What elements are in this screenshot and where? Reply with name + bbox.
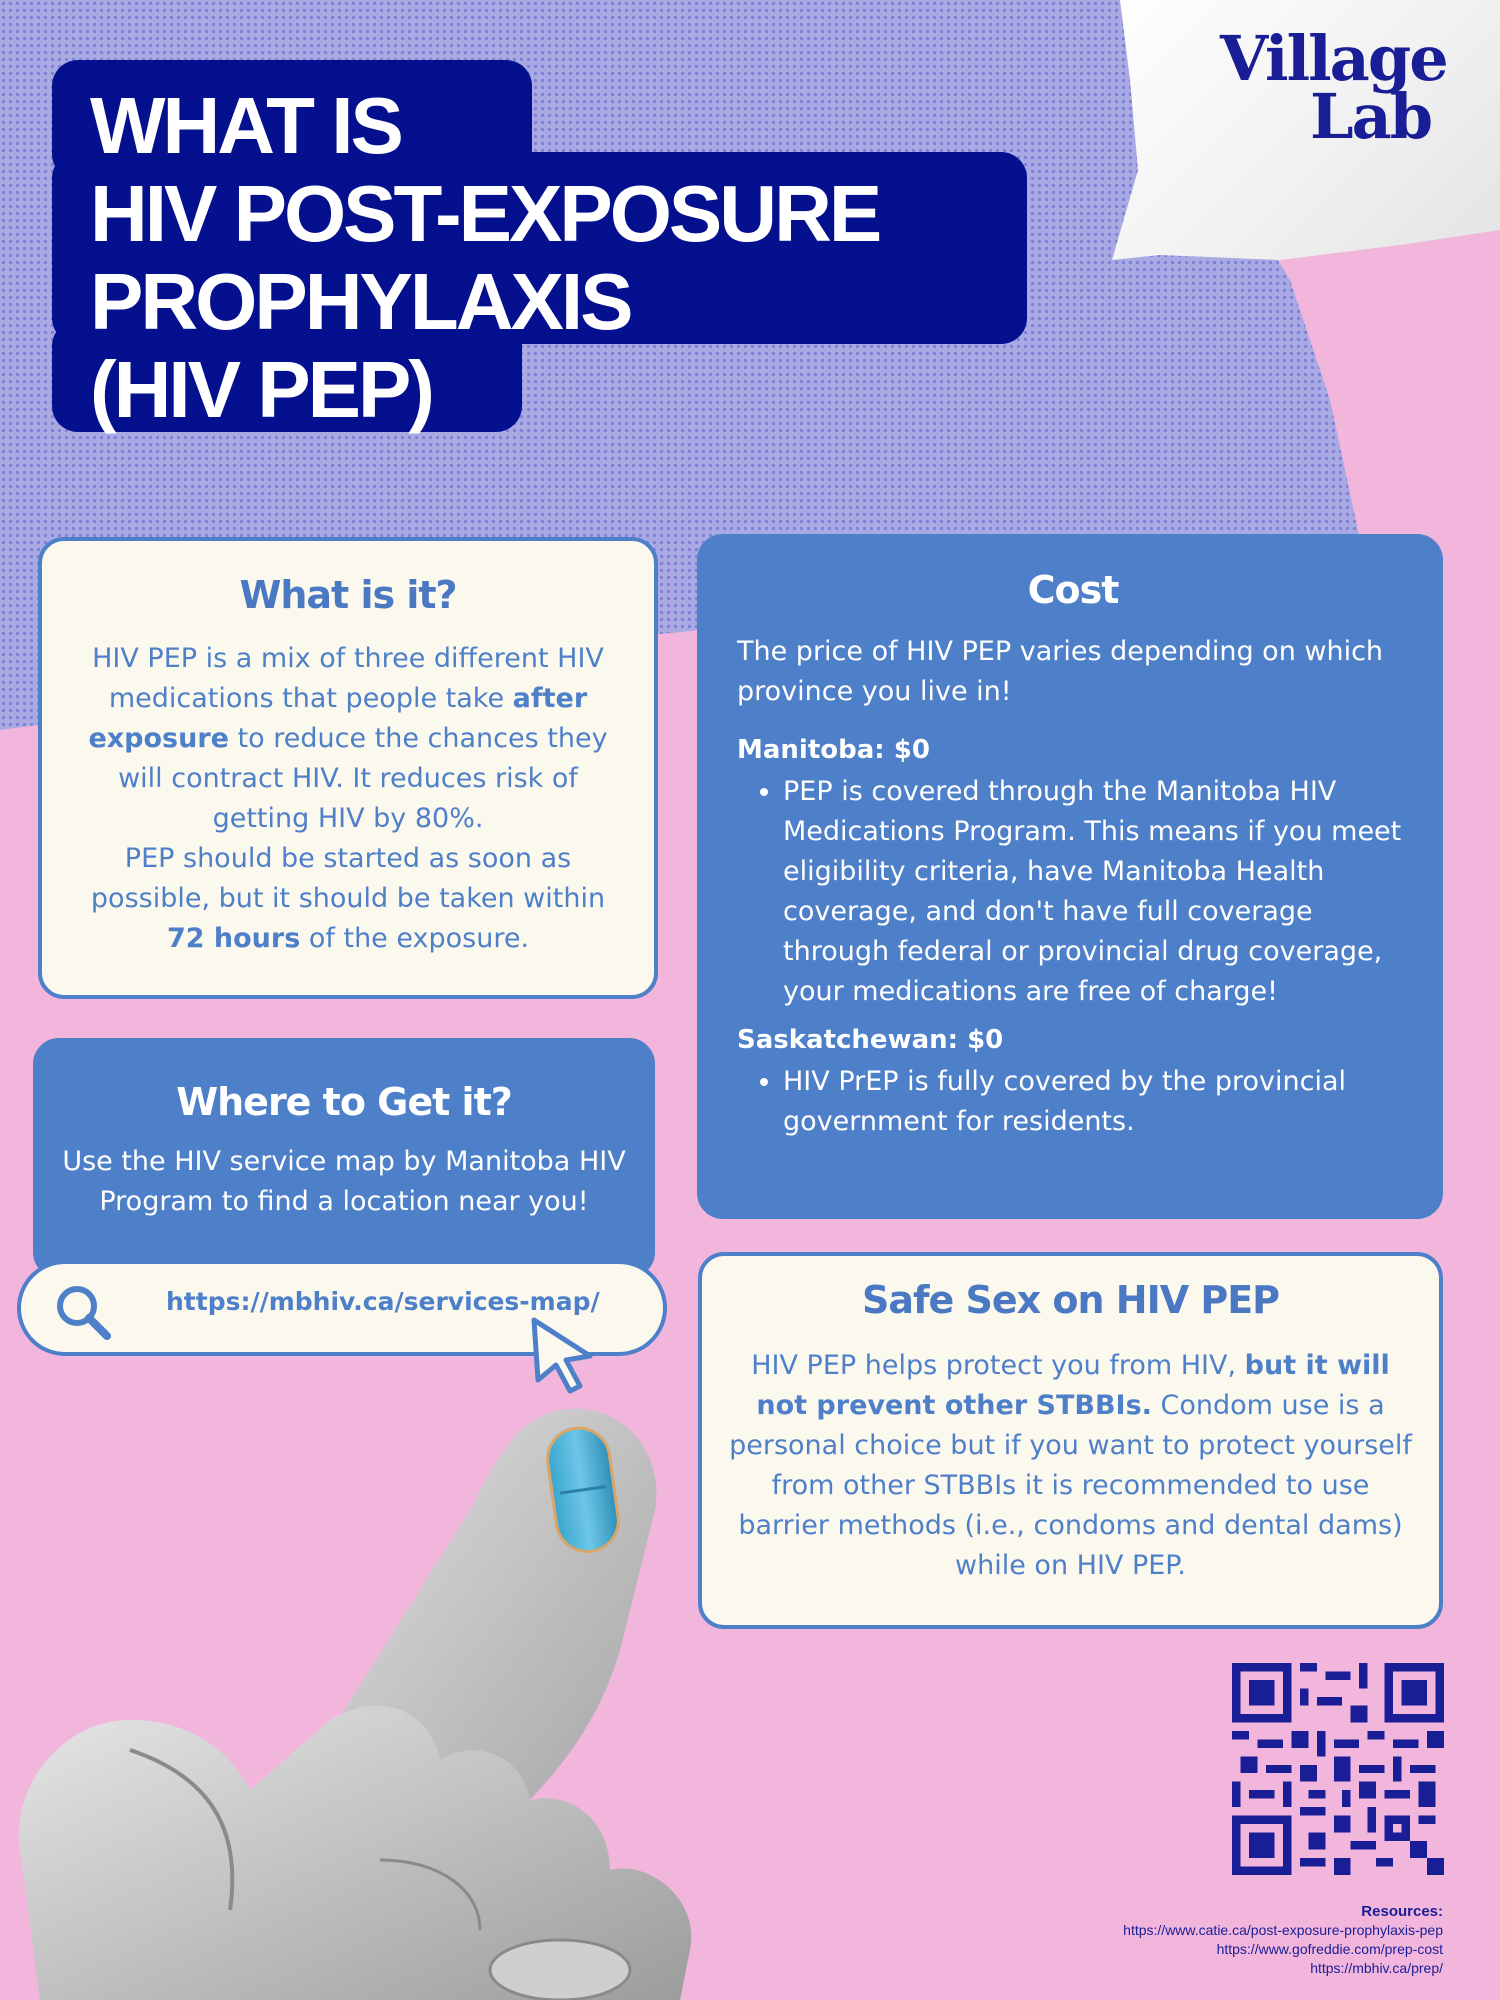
safe-after: Condom use is a personal choice but if you want to protect yourself from other STBBIs it is recommended to use barrier methods (i.e., condoms and dental dams) while on HIV PEP. [729, 1390, 1412, 1581]
logo-line-2: Lab [1310, 80, 1432, 153]
where-text: Use the HIV service map by Manitoba HIV Program to find a location near you! [62, 1146, 626, 1217]
what-p2-after: of the exposure. [300, 923, 530, 954]
saskatchewan-bullet: • HIV PrEP is fully covered by the provincial government for residents. [783, 1062, 1409, 1142]
cost-card [697, 534, 1443, 1219]
cursor-pointer-icon [528, 1316, 598, 1396]
manitoba-list [737, 772, 1409, 1012]
resource-link-mbhiv[interactable]: https://mbhiv.ca/prep/ [1310, 1960, 1443, 1976]
safe-sex-text [726, 1346, 1415, 1586]
what-p1-bold: after exposure [88, 683, 588, 754]
resource-link-gofreddie[interactable]: https://www.gofreddie.com/prep-cost [1216, 1941, 1443, 1957]
village-lab-logo [1220, 22, 1480, 153]
safe-sex-card [698, 1252, 1443, 1629]
cost-intro: The price of HIV PEP varies depending on which province you live in! [737, 636, 1384, 707]
title-line-1: WHAT IS [90, 81, 401, 170]
resources [1123, 1902, 1443, 1978]
province-manitoba: Manitoba: $0 [737, 735, 930, 765]
province-saskatchewan: Saskatchewan: $0 [737, 1025, 1004, 1055]
safe-sex-heading: Safe Sex on HIV PEP [861, 1278, 1280, 1322]
what-p1-after: to reduce the chances they will contract HIV. It reduces risk of getting HIV by 80%. [118, 723, 608, 834]
title-line-3: PROPHYLAXIS [90, 257, 631, 346]
search-icon [51, 1280, 115, 1344]
qr-code-icon [1232, 1663, 1444, 1875]
what-p2-bold: 72 hours [166, 923, 301, 954]
resources-heading: Resources: [1361, 1903, 1443, 1920]
title-line-2: HIV POST-EXPOSURE [90, 169, 880, 258]
what-is-it-heading: What is it? [239, 573, 457, 617]
what-is-it-card [38, 537, 658, 999]
what-is-it-text [72, 639, 624, 959]
what-p2-before: PEP should be started as soon as possible, but it should be taken within [90, 843, 606, 914]
services-map-link[interactable]: https://mbhiv.ca/services-map/ [166, 1287, 600, 1316]
saskatchewan-list [737, 1062, 1409, 1142]
safe-before: HIV PEP helps protect you from HIV, [751, 1350, 1245, 1381]
what-p1-before: HIV PEP is a mix of three different HIV medications that people take [92, 643, 604, 714]
safe-bold: but it will not prevent other STBBIs. [756, 1350, 1390, 1421]
where-to-get-it-card [33, 1038, 655, 1278]
page-title [90, 82, 1090, 434]
cost-heading: Cost [1027, 568, 1119, 612]
logo-line-1: Village [1220, 22, 1447, 95]
title-line-4: (HIV PEP) [90, 345, 432, 434]
hand-with-pill-image [0, 1390, 720, 2000]
where-heading: Where to Get it? [176, 1080, 512, 1124]
resource-link-catie[interactable]: https://www.catie.ca/post-exposure-prophylaxis-pep [1123, 1922, 1443, 1938]
manitoba-bullet: • PEP is covered through the Manitoba HIV Medications Program. This means if you meet eligibility criteria, have Manitoba Health coverage, and don't have full coverage through federal or provincial drug coverage, your medications are free of charge! [783, 772, 1409, 1012]
